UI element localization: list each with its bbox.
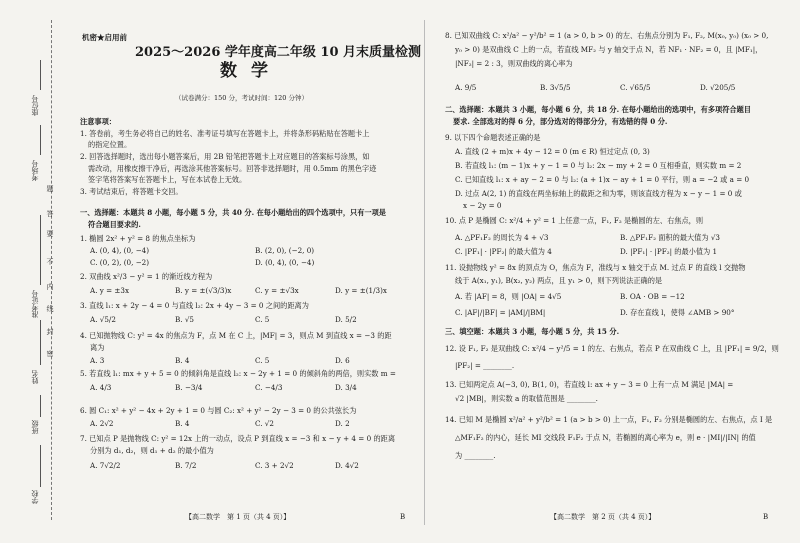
option-d: D. √205/5	[700, 83, 736, 92]
school-line	[40, 445, 41, 487]
option-b: B. 若直线 l₁: (m − 1)x + y − 1 = 0 与 l₂: 2x − my + 2 = 0 互相垂直，则实数 m = 2	[455, 161, 742, 170]
option-a: A. 7√2/2	[90, 461, 121, 470]
option-b: B. △PF₁F₂ 面积的最大值为 √3	[620, 233, 720, 242]
page-footer: 【高二数学 第 2 页（共 4 页）】	[550, 513, 656, 521]
question-stem: 5. 若直线 l₁: mx + y + 5 = 0 的倾斜角是直线 l₂: x − 2y + 1 = 0 的倾斜角的两倍，则实数 m =	[80, 369, 396, 378]
question-stem: 1. 椭圆 2x² + y² = 8 的焦点坐标为	[80, 234, 196, 243]
exam-meta: （试卷满分：150 分，考试时间：120 分钟）	[175, 94, 308, 102]
notes-line: 签字笔将答案写在答题卡上，写在本试卷上无效。	[88, 175, 247, 184]
question-stem: 8. 已知双曲线 C: x²/a² − y²/b² = 1 (a > 0, b > 0) 的左、右焦点分别为 F₁, F₂, M(x₀, y₀) (x₀ > 0,	[445, 31, 769, 40]
option-b: B. −3/4	[175, 383, 203, 392]
option-a: A. 若 |AF| = 8，则 |OA| = 4√5	[455, 292, 562, 301]
question-stem-cont: |PF₂| = ________.	[455, 361, 515, 370]
option-c: C. y = ±√3x	[255, 286, 299, 295]
exam-room-label: 考场号	[31, 160, 39, 181]
option-a: A. √5/2	[90, 315, 116, 324]
ticket-line	[40, 215, 41, 285]
section-2-heading-cont: 要求. 全部选对的得 6 分，部分选对的得部分分，有选错的得 0 分.	[453, 117, 668, 126]
option-d: D. y = ±(1/3)x	[335, 286, 387, 295]
option-b: B. 7/2	[175, 461, 197, 470]
option-d: D. 5/2	[335, 315, 357, 324]
option-b: B. y = ±(√3/3)x	[175, 286, 232, 295]
page-footer: 【高二数学 第 1 页（共 4 页）】	[185, 513, 291, 521]
seal-dashed-line	[51, 20, 52, 520]
question-stem-cont: △MF₁F₂ 的内心，延长 MI 交线段 F₁F₂ 于点 N，若椭圆的离心率为 e，则 e · |MI|/|IN| 的值	[455, 433, 756, 442]
seal-char: 密	[46, 350, 54, 357]
question-stem: 14. 已知 M 是椭圆 x²/a² + y²/b² = 1 (a > b > 0) 上一点，F₁, F₂ 分别是椭圆的左、右焦点，点 I 是	[445, 415, 773, 424]
option-c: C. |AF|/|BF| = |AM|/|BM|	[455, 308, 546, 317]
notes-line: 的指定位置。	[88, 140, 132, 149]
option-d: D. 4√2	[335, 461, 359, 470]
class-label: 班级	[31, 420, 39, 434]
name-label: 姓名	[31, 370, 39, 384]
secret-mark: 机密★启用前	[82, 33, 127, 42]
seal-char: 要	[46, 230, 54, 237]
section-2-heading: 二、选择题：本题共 3 小题，每小题 6 分，共 18 分. 在每小题给出的选项中，有多项符合题目	[445, 105, 751, 114]
option-a: A. y = ±3x	[90, 286, 130, 295]
subject-title: 数学	[220, 61, 282, 81]
class-line	[40, 395, 41, 417]
option-d: D. 3/4	[335, 383, 357, 392]
section-1-heading-cont: 符合题目要求的.	[88, 220, 141, 229]
question-stem: 9. 以下四个命题表述正确的是	[445, 133, 541, 142]
name-line	[40, 320, 41, 365]
option-b: B. 4	[175, 419, 190, 428]
option-a: A. 直线 (2 + m)x + 4y − 12 = 0 (m ∈ R) 恒过定点 (0, 3)	[455, 147, 650, 156]
exam-room-line	[40, 125, 41, 155]
exam-title: 2025～2026 学年度高二年级 10 月末质量检测	[135, 45, 422, 60]
page-divider	[424, 20, 425, 525]
question-stem-cont: 分别为 d₁, d₂，则 d₁ + d₂ 的最小值为	[90, 446, 214, 455]
option-a: A. (0, 4), (0, −4)	[90, 246, 149, 255]
question-stem-cont: 离为	[90, 343, 105, 352]
option-b: B. √5	[175, 315, 195, 324]
notes-line: 1. 答卷前，考生务必将自己的姓名、准考证号填写在答题卡上，并将条形码粘贴在答题卡上	[80, 129, 370, 138]
section-3-heading: 三、填空题：本题共 3 小题，每小题 5 分，共 15 分.	[445, 327, 620, 336]
option-d: D. |PF₁| · |PF₂| 的最小值为 1	[620, 247, 718, 256]
question-stem-cont: 线于 A(x₁, y₁), B(x₂, y₂) 两点，且 y₁ > 0，则下列说法正确的是	[455, 276, 663, 285]
school-label: 学校	[31, 490, 39, 504]
question-stem: 6. 圆 C₁: x² + y² − 4x + 2y + 1 = 0 与圆 C₂: x² + y² − 2y − 3 = 0 的公共弦长为	[80, 406, 357, 415]
option-c: C. 5	[255, 315, 270, 324]
option-d: D. 过点 A(2, 1) 的直线在两坐标轴上的截距之和为零，则该直线方程为 x − y − 1 = 0 或	[455, 189, 742, 198]
option-a: A. △PF₁F₂ 的周长为 4 + √3	[455, 233, 549, 242]
option-b: B. 4	[175, 356, 190, 365]
option-d: D. 存在直线 l，使得 ∠AMB > 90°	[620, 308, 735, 317]
option-c: C. √65/5	[620, 83, 651, 92]
option-a: A. 3	[90, 356, 105, 365]
option-a: A. 4/3	[90, 383, 112, 392]
option-a: A. 9/5	[455, 83, 477, 92]
question-stem: 11. 设抛物线 y² = 8x 的顶点为 O，焦点为 F，准线与 x 轴交于点 M. 过点 F 的直线 l 交抛物	[445, 263, 746, 272]
seal-char: 线	[46, 305, 54, 312]
option-c: C. 5	[255, 356, 270, 365]
page-footer-code: B	[400, 513, 406, 521]
question-stem: 3. 直线 l₁: x + 2y − 4 = 0 与直线 l₂: 2x + 4y − 3 = 0 之间的距离为	[80, 301, 309, 310]
section-1-heading: 一、选择题：本题共 8 小题，每小题 5 分，共 40 分. 在每小题给出的四个选项中，只有一项是	[80, 208, 386, 217]
option-a: A. 2√2	[90, 419, 114, 428]
option-c: C. 3 + 2√2	[255, 461, 294, 470]
question-stem-cont: √2 |MB|，则实数 a 的取值范围是 ________.	[455, 394, 598, 403]
option-c: C. √2	[255, 419, 274, 428]
question-stem: 4. 已知抛物线 C: y² = 4x 的焦点为 F，点 M 在 C 上，|MF| = 3，则点 M 到直线 x = −3 的距	[80, 331, 392, 340]
option-c: C. −4/3	[255, 383, 283, 392]
option-d: D. (0, 4), (0, −4)	[255, 258, 315, 267]
option-c: C. |PF₁| · |PF₂| 的最大值为 4	[455, 247, 552, 256]
page-footer-code: B	[763, 513, 769, 521]
option-d: D. 6	[335, 356, 350, 365]
seal-char: 封	[46, 328, 54, 335]
option-b: B. OA · OB = −12	[620, 292, 685, 301]
option-b: B. 3√5/5	[540, 83, 571, 92]
binding-strip	[0, 0, 62, 543]
option-b: B. (2, 0), (−2, 0)	[255, 246, 315, 255]
option-c: C. (0, 2), (0, −2)	[90, 258, 150, 267]
option-d: D. 2	[335, 419, 350, 428]
option-d-cont: x − 2y = 0	[463, 201, 502, 210]
question-stem-cont: y₀ > 0) 是双曲线 C 上的一点，若直线 MF₂ 与 y 轴交于点 N，若 NF₁ · NF₂ = 0，且 |MF₁|，	[455, 45, 763, 54]
notes-line: 3. 考试结束后，将答题卡交回。	[80, 187, 183, 196]
question-stem-cont: |NF₂| = 2 : 3，则双曲线的离心率为	[455, 59, 573, 68]
question-stem: 7. 已知点 P 是抛物线 C: y² = 12x 上的一动点，设点 P 到直线 x = −3 和 x − y + 4 = 0 的距离	[80, 434, 396, 443]
seal-char: 题	[46, 185, 54, 192]
question-stem: 2. 双曲线 x²/3 − y² = 1 的渐近线方程为	[80, 272, 213, 281]
seal-char: 不	[46, 258, 54, 265]
seat-line	[40, 60, 41, 90]
question-stem: 10. 点 P 是椭圆 C: x²/4 + y² = 1 上任意一点，F₁, F₂ 是椭圆的左、右焦点，则	[445, 216, 704, 225]
notes-heading: 注意事项：	[80, 117, 116, 126]
seal-char: 内	[46, 283, 54, 290]
question-stem: 12. 设 F₁, F₂ 是双曲线 C: x²/4 − y²/5 = 1 的左、右焦点，若点 P 在双曲线 C 上，且 |PF₁| = 9/2，则	[445, 344, 779, 353]
notes-line: 需改动，用橡皮擦干净后，再选涂其他答案标号。回答非选择题时，用 0.5mm 的黑色字迹	[88, 164, 377, 173]
seal-char: 答	[46, 210, 54, 217]
option-c: C. 已知直线 l₁: x + ay − 2 = 0 与 l₂: (a + 1)x − ay + 1 = 0 平行，则 a = −2 或 a = 0	[455, 175, 750, 184]
notes-line: 2. 回答选择题时，选出每小题答案后，用 2B 铅笔把答题卡上对应题目的答案标号涂黑，如	[80, 152, 370, 161]
seat-label: 座位号	[31, 95, 39, 116]
question-stem: 13. 已知两定点 A(−3, 0), B(1, 0)，若直线 l: ax + y − 3 = 0 上有一点 M 满足 |MA| =	[445, 380, 734, 389]
question-stem-cont: 为 ________.	[455, 451, 496, 460]
ticket-label: 准考证号	[31, 290, 39, 318]
